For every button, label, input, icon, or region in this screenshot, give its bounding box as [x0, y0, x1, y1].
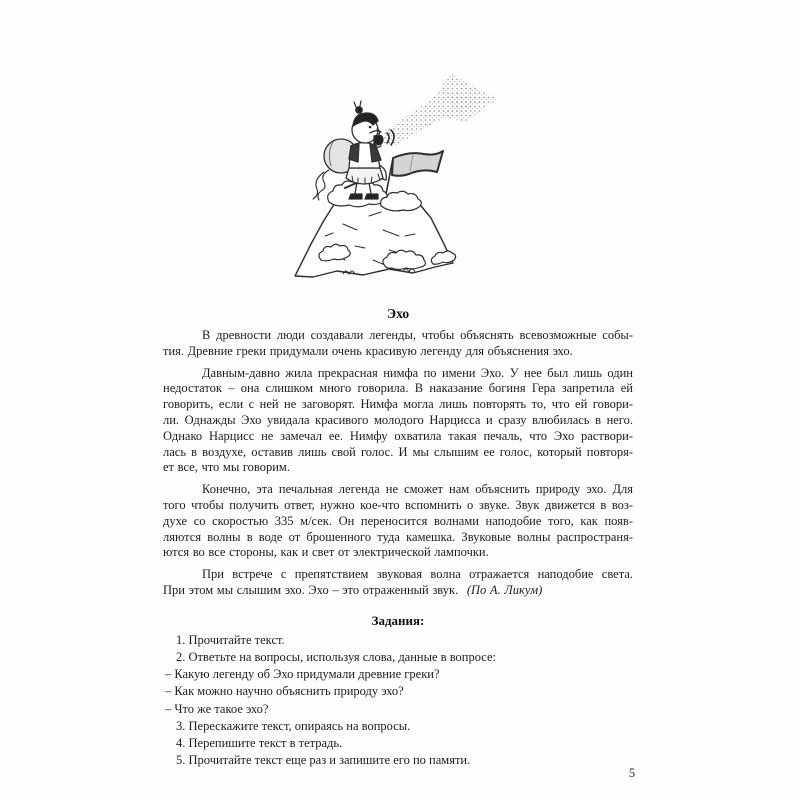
text-line: ются во все стороны, как и свет от электрической лампочки.	[163, 545, 489, 560]
text-line: того чтобы получить ответ, нужно кое-что вспомнить о звуке. Звук движется в воз-	[163, 497, 633, 512]
text-line: Конечно, эта печальная легенда не сможет нам объяснить природу эхо. Для	[202, 482, 633, 497]
text-line: ляются волны в воде от брошенного туда камешка. Звуковые волны распространя-	[163, 529, 633, 544]
echo-mountain-illustration	[285, 60, 500, 295]
paragraph-conclusion	[163, 567, 633, 599]
page-number: 5	[628, 766, 636, 780]
source-attribution: (По А. Ликум)	[466, 582, 543, 597]
stippled-echo-arrow-icon	[381, 74, 498, 148]
task-item: 5. Прочитайте текст еще раз и запишите его по памяти.	[176, 753, 471, 768]
mountain-peak	[295, 197, 453, 277]
paragraph-intro	[163, 328, 633, 360]
text-line: ет все, что мы говорим.	[163, 460, 290, 475]
text-line: лась в воздухе, оставив лишь свой голос. И мы слышим ее голос, который повторя-	[163, 444, 633, 459]
open-mouth	[374, 135, 383, 145]
tasks-list	[163, 632, 633, 770]
page-title: Эхо	[386, 306, 410, 321]
text-line: Однако Нарцисс не замечал ее. Нимфу охватила такая печаль, что Эхо раствори-	[163, 428, 633, 443]
text-line: говорить, если с ней не заговорят. Нимфа могла лишь повторять то, что ей говори-	[163, 397, 633, 412]
tasks-header: Задания:	[371, 612, 425, 628]
boot	[365, 194, 378, 199]
boot	[349, 194, 362, 199]
paragraph-science	[163, 482, 633, 561]
text-column	[163, 306, 633, 769]
task-item: 1. Прочитайте текст.	[176, 632, 285, 647]
paragraph-legend	[163, 366, 633, 477]
hair-topknot	[356, 107, 362, 113]
text-line: При встрече с препятствием звуковая волна отражается наподобие света.	[202, 567, 633, 582]
task-item: 2. Ответьте на вопросы, используя слова, данные в вопросе:	[176, 649, 497, 664]
flag	[386, 151, 443, 194]
eye	[369, 126, 372, 129]
text-line: В древности люди создавали легенды, чтобы объяснять всевозможные собы-	[202, 328, 633, 342]
text-line: духе со скоростью 335 м/сек. Он переносится волнами наподобие того, как появ-	[163, 513, 633, 528]
text-line: недостаток – она слишком много говорила. В наказание богиня Гера запретила ей	[163, 381, 633, 396]
text-line: тия. Древние греки придумали очень красивую легенду для объяснения эхо.	[163, 343, 573, 358]
task-question: – Какую легенду об Эхо придумали древние греки?	[165, 667, 440, 682]
climbing-rope	[313, 170, 329, 200]
task-question: – Что же такое эхо?	[165, 701, 269, 716]
text-line	[163, 583, 633, 599]
mountaineer-figure	[313, 101, 394, 200]
task-item: 3. Перескажите текст, опираясь на вопросы.	[176, 718, 411, 733]
text-line: ли. Однажды Эхо увидала красивого молодого Нарцисса и сразу влюбилась в него.	[163, 412, 633, 427]
text-line: Давным-давно жила прекрасная нимфа по имени Эхо. У нее был лишь один	[202, 365, 633, 380]
conclusion-text: При этом мы слышим эхо. Эхо – это отраженный звук.	[163, 582, 459, 597]
task-question: – Как можно научно объяснить природу эхо?	[165, 684, 404, 699]
task-item: 4. Перепишите текст в тетрадь.	[176, 735, 343, 750]
